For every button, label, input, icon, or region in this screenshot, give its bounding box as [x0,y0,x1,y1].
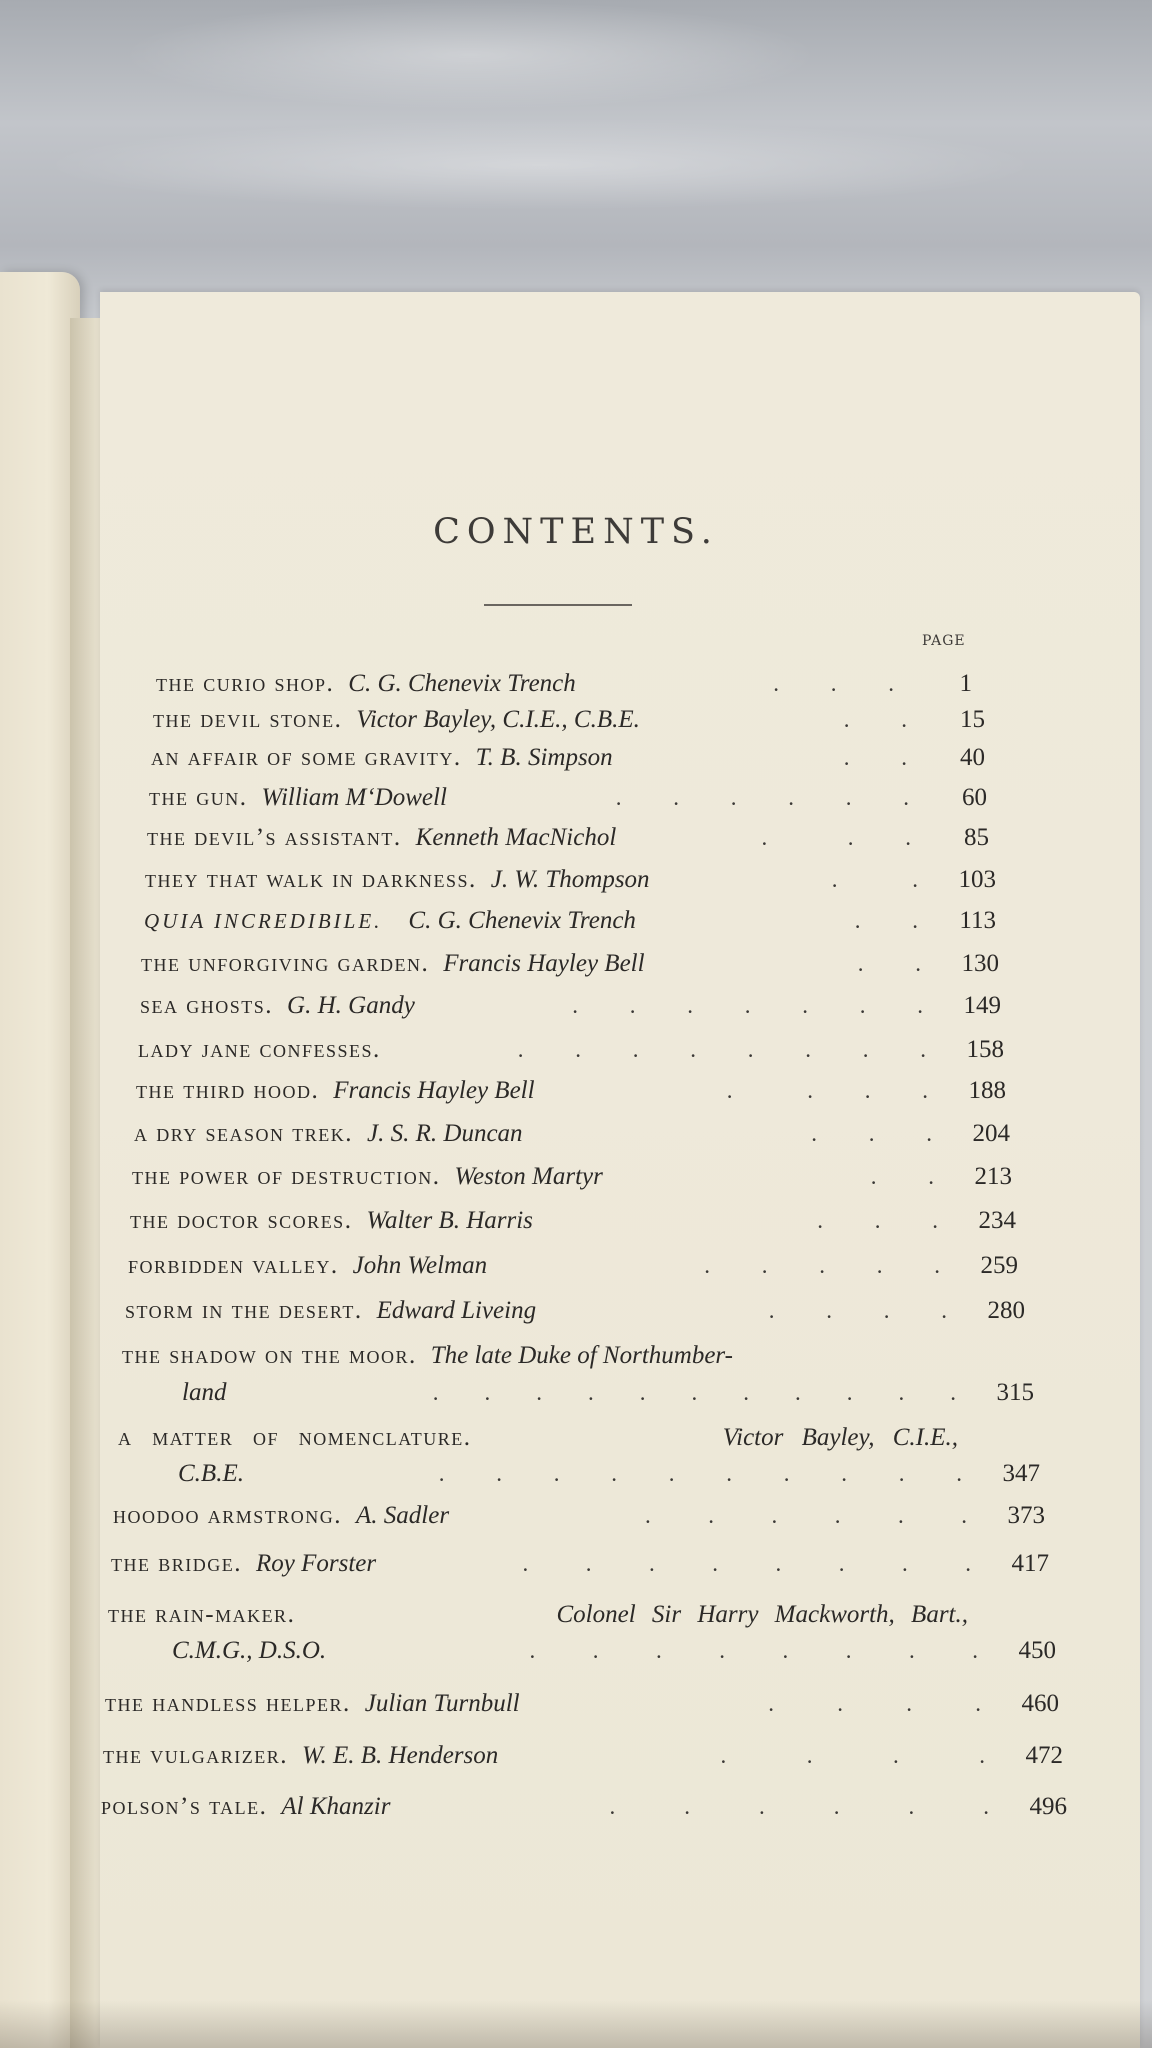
entry-page: 15 [960,706,985,733]
entry-title: the devil’s assistant. [147,824,402,851]
toc-entry [140,992,1001,1020]
toc-entry [128,1252,1018,1280]
toc-entry [134,1120,1010,1148]
toc-entry [149,784,987,812]
toc-entry-continuation [172,1637,1056,1665]
dot-leader: . . . . [726,1078,928,1103]
entry-page: 188 [968,1077,1006,1104]
dot-leader: . . . . . . . . . . . [432,1380,956,1405]
dot-leader: . . . . . . . [572,993,923,1018]
dot-leader: . . . . . . . . [529,1638,978,1663]
toc-entry [105,1690,1059,1718]
toc-entry [153,706,985,734]
dot-leader: . . [843,707,907,732]
entry-title: lady jane confesses. [138,1036,381,1063]
dot-leader: . . [857,951,921,976]
entry-page: 315 [996,1379,1034,1406]
dot-leader: . . . . [768,1298,947,1323]
toc-entry [136,1077,1006,1105]
entry-page: 259 [980,1252,1018,1279]
dot-leader: . . . . . . . . . . [438,1461,962,1486]
toc-entry [156,670,972,698]
dot-leader: . . . . . . . . [522,1551,971,1576]
entry-page: 113 [959,907,996,934]
entry-author: Al Khanzir [281,1793,391,1820]
entry-author: W. E. B. Henderson [301,1742,499,1769]
entry-author: J. W. Thompson [490,866,650,893]
toc-entry [141,950,999,978]
entry-page: 280 [987,1297,1025,1324]
toc-entry [111,1550,1049,1578]
entry-author: J. S. R. Duncan [367,1120,523,1147]
fabric-highlight [120,0,820,110]
entry-author-continued: C.M.G., D.S.O. [172,1637,327,1664]
dot-leader: . . . . . . . . [517,1037,926,1062]
entry-title: the power of destruction. [132,1163,441,1190]
entry-author: Weston Martyr [454,1163,603,1190]
entry-page: 204 [972,1120,1010,1147]
entry-title: the vulgarizer. [103,1742,288,1769]
heading-rule [484,604,632,606]
dot-leader: . . . [811,1121,932,1146]
entry-author: Francis Hayley Bell [443,950,645,977]
entry-page: 460 [1021,1690,1059,1717]
entry-page: 417 [1011,1550,1049,1577]
entry-page: 149 [963,992,1001,1019]
dot-leader: . . . [773,671,894,696]
entry-page: 158 [966,1036,1004,1063]
dot-leader: . . . . . [704,1253,940,1278]
toc-entry [130,1207,1016,1235]
entry-author: Walter B. Harris [366,1207,533,1234]
entry-author-continued: C.B.E. [178,1460,244,1487]
entry-page: 347 [1002,1460,1040,1487]
toc-entry [108,1601,968,1629]
page-bottom-shadow [0,2000,1152,2048]
dot-leader: . . . . . . [609,1794,989,1819]
dot-leader: . . [854,908,918,933]
entry-author: Francis Hayley Bell [333,1077,535,1104]
dot-leader: . . . . [720,1743,985,1768]
contents-heading: CONTENTS. [433,512,719,552]
entry-author: John Welman [352,1252,488,1279]
entry-author: T. B. Simpson [475,744,613,771]
entry-page: 60 [962,784,987,811]
dot-leader: . . . . [768,1691,981,1716]
entry-author: C. G. Chenevix Trench [408,907,636,934]
entry-page: 1 [959,670,972,697]
entry-title: storm in the desert. [125,1297,363,1324]
entry-title: a matter of nomenclature. [118,1424,472,1451]
entry-title: forbidden valley. [128,1252,339,1279]
fabric-highlight [40,120,1040,210]
entry-author: Edward Liveing [376,1297,537,1324]
entry-title: the devil stone. [153,706,343,733]
toc-entry [151,744,985,772]
toc-entry [118,1424,958,1452]
dot-leader: . . . [761,825,911,850]
toc-entry [145,866,996,894]
entry-title: a dry season trek. [134,1120,354,1147]
toc-entry [113,1502,1045,1530]
entry-page: 472 [1025,1742,1063,1769]
entry-title: QUIA INCREDIBILE. [144,909,383,933]
toc-entry [122,1342,962,1370]
entry-page: 373 [1007,1502,1045,1529]
entry-title: the handless helper. [105,1690,351,1717]
entry-page: 213 [974,1163,1012,1190]
entry-title: the gun. [149,784,248,811]
entry-author: The late Duke of Northumber- [430,1342,733,1369]
dot-leader: . . [870,1164,934,1189]
entry-title: the third hood. [136,1077,320,1104]
entry-author: Roy Forster [256,1550,377,1577]
toc-entry [125,1297,1025,1325]
entry-page: 234 [978,1207,1016,1234]
entry-author: Victor Bayley, C.I.E., [722,1424,958,1451]
entry-author: Colonel Sir Harry Mackworth, Bart., [556,1601,968,1628]
entry-title: the curio shop. [156,670,335,697]
entry-page: 85 [964,824,989,851]
entry-page: 450 [1018,1637,1056,1664]
toc-entry [144,907,996,935]
toc-entry [103,1742,1063,1770]
dot-leader: . . . . . . [645,1503,967,1528]
entry-title: an affair of some gravity. [151,744,462,771]
entry-author: C. G. Chenevix Trench [348,670,576,697]
toc-entry [138,1036,1004,1064]
entry-page: 103 [958,866,996,893]
entry-title: the doctor scores. [130,1207,353,1234]
page-column-label: PAGE [922,633,966,649]
entry-page: 40 [960,744,985,771]
entry-title: the bridge. [111,1550,242,1577]
entry-page: 496 [1029,1793,1067,1820]
entry-title: polson’s tale. [101,1793,268,1820]
entry-title: the unforgiving garden. [141,950,430,977]
entry-author: Victor Bayley, C.I.E., C.B.E. [356,706,640,733]
toc-entry [101,1793,1067,1821]
toc-entry [147,824,989,852]
toc-entry-continuation [178,1460,1040,1488]
entry-author: Julian Turnbull [364,1690,520,1717]
entry-author: Kenneth MacNichol [415,824,617,851]
entry-title: sea ghosts. [140,992,274,1019]
dot-leader: . . [843,745,907,770]
entry-title: the rain-maker. [108,1601,296,1628]
entry-author-continued: land [182,1379,227,1406]
entry-author: G. H. Gandy [287,992,415,1019]
entry-title: the shadow on the moor. [122,1342,417,1369]
toc-entry [132,1163,1012,1191]
entry-title: they that walk in darkness. [145,866,477,893]
dot-leader: . . . [817,1208,938,1233]
entry-page: 130 [961,950,999,977]
dot-leader: . . . . . . [615,785,909,810]
entry-author: A. Sadler [356,1502,450,1529]
entry-author: William M‘Dowell [261,784,447,811]
entry-title: hoodoo armstrong. [113,1502,343,1529]
dot-leader: . . [831,867,918,892]
toc-entry-continuation [182,1379,1034,1407]
